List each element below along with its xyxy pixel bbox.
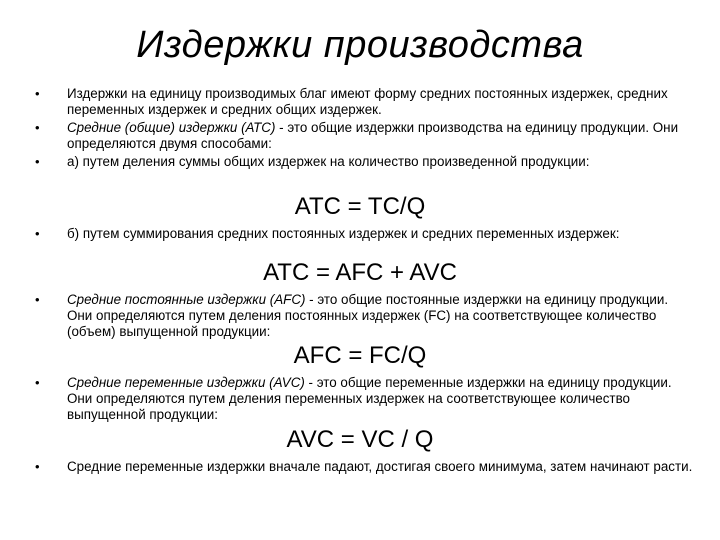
- bullet-text-rest: - это общие переменные издержки на единицу продукции. Они определяются путем деления переменных издержек на соответствующее количество выпущенной продукции:: [67, 375, 672, 422]
- formula-afc: AFC = FC/Q: [293, 342, 427, 369]
- bullet-term: Средние постоянные издержки (AFC): [67, 292, 306, 307]
- bullet-text: [67, 459, 697, 475]
- bullet-text: [67, 226, 697, 242]
- bullet-marker: •: [35, 375, 40, 390]
- bullet-text-plain: б) путем суммирования средних постоянных издержек и средних переменных издержек:: [67, 226, 620, 241]
- formula-atc: ATC = TC/Q: [294, 193, 426, 220]
- slide-title: Издержки производства: [136, 24, 584, 66]
- bullet-text: [67, 154, 697, 170]
- bullet-term: Средние переменные издержки (AVC): [67, 375, 305, 390]
- bullet-marker: •: [35, 459, 40, 474]
- bullet-marker: •: [35, 86, 40, 101]
- bullet-marker: •: [35, 226, 40, 241]
- bullet-text: [67, 292, 697, 340]
- bullet-marker: •: [35, 154, 40, 169]
- bullet-text: [67, 375, 697, 423]
- bullet-text: [67, 86, 697, 118]
- bullet-marker: •: [35, 120, 40, 135]
- bullet-marker: •: [35, 292, 40, 307]
- formula-atc-sum: ATC = AFC + AVC: [263, 259, 457, 286]
- bullet-text: [67, 120, 697, 152]
- bullet-text-plain: Издержки на единицу производимых благ имеют форму средних постоянных издержек, средних переменных издержек и средних общих издержек.: [67, 86, 668, 117]
- bullet-text-rest: - это общие издержки производства на единицу продукции. Они определяются двумя способами:: [67, 120, 679, 151]
- bullet-text-plain: Средние переменные издержки вначале падают, достигая своего минимума, затем начинают расти.: [67, 459, 693, 474]
- bullet-text-rest: - это общие постоянные издержки на единицу продукции. Они определяются путем деления постоянных издержек (FC) на соответствующее количество (объем) выпущенной продукции:: [67, 292, 669, 339]
- bullet-text-plain: а) путем деления суммы общих издержек на количество произведенной продукции:: [67, 154, 590, 169]
- bullet-term: Средние (общие) издержки (АТС): [67, 120, 276, 135]
- formula-avc: AVC = VC / Q: [286, 426, 434, 453]
